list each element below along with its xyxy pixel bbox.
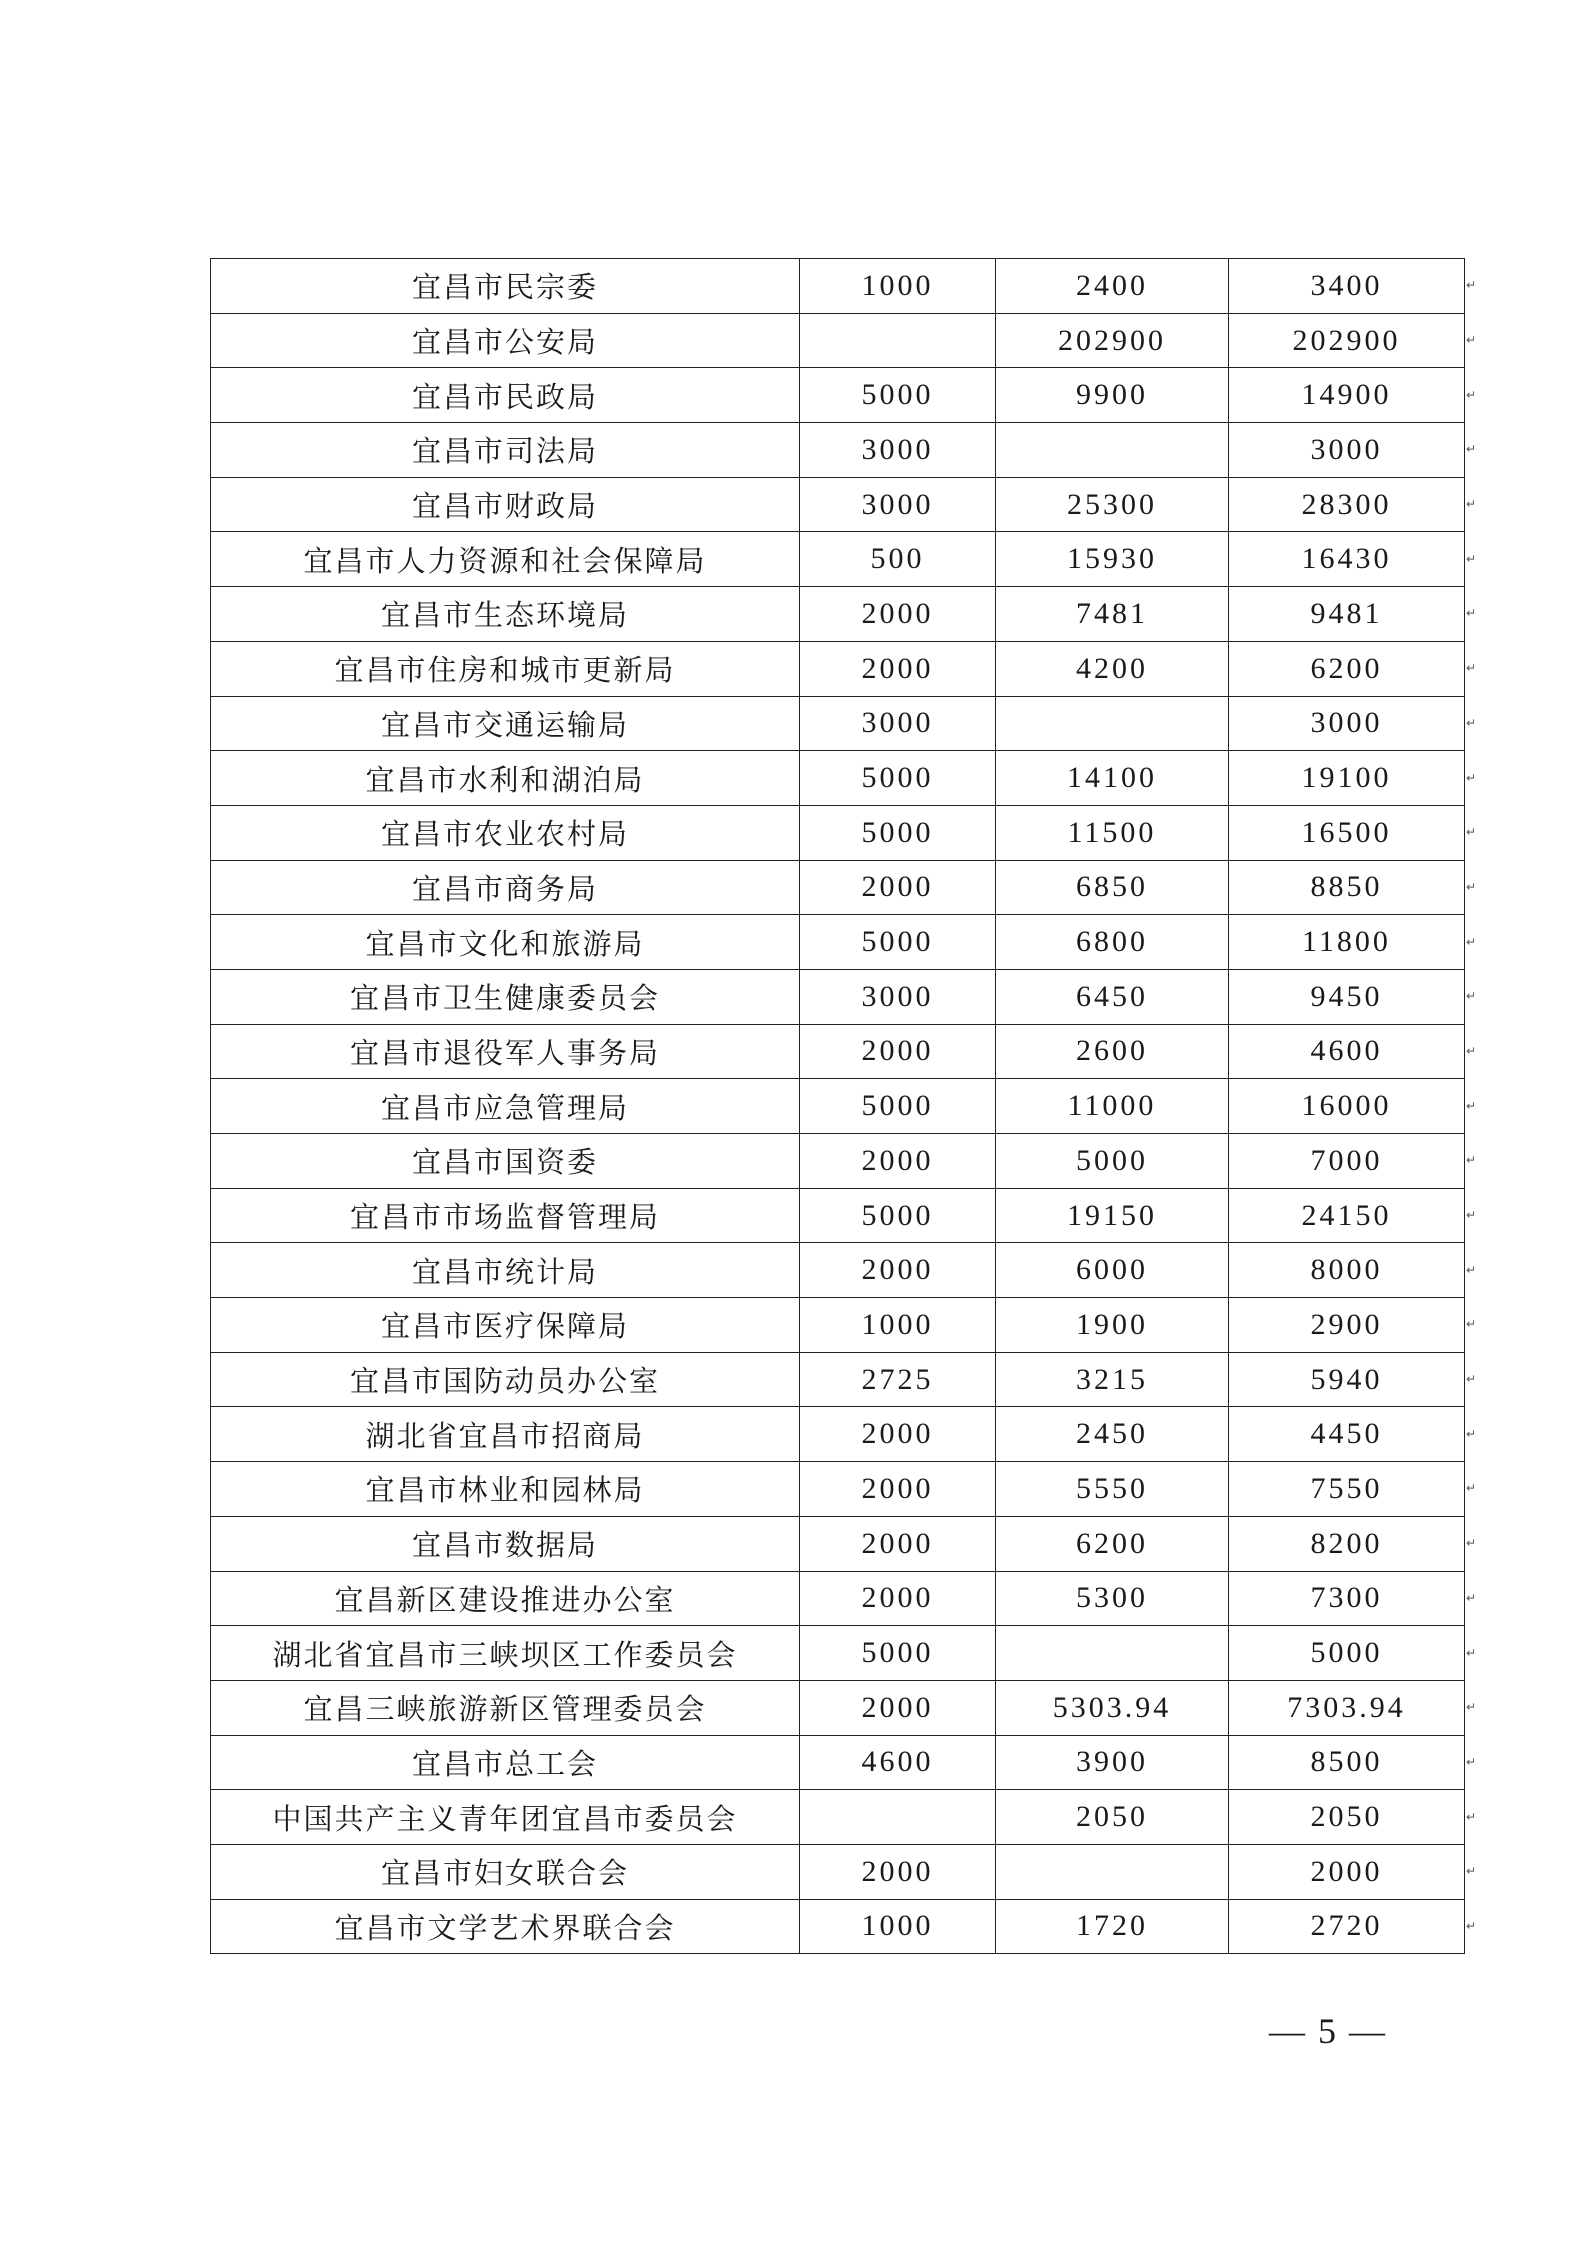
value-cell-total: 6200: [1229, 641, 1465, 696]
value-cell-total: 28300: [1229, 477, 1465, 532]
paragraph-mark-icon: ↵: [1466, 1043, 1477, 1058]
value-cell-col1: 2000: [800, 587, 996, 642]
value-cell-total: 3000: [1229, 423, 1465, 478]
value-cell-total: 4600: [1229, 1024, 1465, 1079]
value-cell-col1: 5000: [800, 368, 996, 423]
department-name-cell: 宜昌市交通运输局: [211, 696, 800, 751]
value-cell-col2: 6800: [996, 915, 1229, 970]
value-cell-col2: 6000: [996, 1243, 1229, 1298]
value-cell-col1: 4600: [800, 1735, 996, 1790]
department-name-cell: 中国共产主义青年团宜昌市委员会: [211, 1790, 800, 1845]
department-name-cell: 宜昌市生态环境局: [211, 587, 800, 642]
table-row: [211, 969, 1465, 1024]
value-cell-col1: 3000: [800, 969, 996, 1024]
value-cell-col2: 4200: [996, 641, 1229, 696]
paragraph-mark-icon: ↵: [1466, 497, 1477, 512]
value-cell-col2: 6850: [996, 860, 1229, 915]
table-row: [211, 313, 1465, 368]
table-row: [211, 860, 1465, 915]
value-cell-col2: 5000: [996, 1134, 1229, 1189]
table-row: [211, 696, 1465, 751]
value-cell-col2: 5550: [996, 1462, 1229, 1517]
value-cell-col2: 2050: [996, 1790, 1229, 1845]
value-cell-col1: 1000: [800, 1298, 996, 1353]
value-cell-col1: 3000: [800, 423, 996, 478]
department-name-cell: 宜昌市医疗保障局: [211, 1298, 800, 1353]
department-name-cell: 宜昌市退役军人事务局: [211, 1024, 800, 1079]
paragraph-mark-icon: ↵: [1466, 989, 1477, 1004]
value-cell-col1: 2000: [800, 641, 996, 696]
table-row: [211, 915, 1465, 970]
value-cell-col1: 5000: [800, 751, 996, 806]
table-row: [211, 1243, 1465, 1298]
value-cell-col1: 5000: [800, 915, 996, 970]
department-name-cell: 宜昌市公安局: [211, 313, 800, 368]
paragraph-mark-icon: ↵: [1466, 1645, 1477, 1660]
value-cell-col2: 19150: [996, 1188, 1229, 1243]
value-cell-total: 9450: [1229, 969, 1465, 1024]
paragraph-mark-icon: ↵: [1466, 551, 1477, 566]
value-cell-total: 2000: [1229, 1844, 1465, 1899]
table-row: [211, 1790, 1465, 1845]
paragraph-mark-icon: ↵: [1466, 1754, 1477, 1769]
paragraph-mark-icon: ↵: [1466, 1098, 1477, 1113]
department-name-cell: 宜昌市人力资源和社会保障局: [211, 532, 800, 587]
department-name-cell: 宜昌市民宗委: [211, 259, 800, 314]
paragraph-mark-icon: ↵: [1466, 1864, 1477, 1879]
value-cell-col2: 2400: [996, 259, 1229, 314]
value-cell-col2: [996, 1626, 1229, 1681]
paragraph-mark-icon: ↵: [1466, 770, 1477, 785]
value-cell-col1: 3000: [800, 696, 996, 751]
paragraph-mark-icon: ↵: [1466, 1700, 1477, 1715]
value-cell-col2: 202900: [996, 313, 1229, 368]
paragraph-mark-icon: ↵: [1466, 1153, 1477, 1168]
paragraph-mark-icon: ↵: [1466, 1426, 1477, 1441]
value-cell-total: 2900: [1229, 1298, 1465, 1353]
table-row: [211, 641, 1465, 696]
value-cell-col2: 5300: [996, 1571, 1229, 1626]
value-cell-col2: [996, 696, 1229, 751]
department-name-cell: 宜昌市文学艺术界联合会: [211, 1899, 800, 1954]
value-cell-col1: 5000: [800, 1626, 996, 1681]
table-row: [211, 1407, 1465, 1462]
table-row: [211, 587, 1465, 642]
department-name-cell: 湖北省宜昌市招商局: [211, 1407, 800, 1462]
value-cell-total: 11800: [1229, 915, 1465, 970]
value-cell-total: 8850: [1229, 860, 1465, 915]
value-cell-total: 2720: [1229, 1899, 1465, 1954]
department-name-cell: 宜昌市住房和城市更新局: [211, 641, 800, 696]
value-cell-total: 9481: [1229, 587, 1465, 642]
department-name-cell: 宜昌市农业农村局: [211, 805, 800, 860]
value-cell-col1: 2000: [800, 1844, 996, 1899]
department-name-cell: 湖北省宜昌市三峡坝区工作委员会: [211, 1626, 800, 1681]
value-cell-col2: 14100: [996, 751, 1229, 806]
paragraph-marks: [1466, 258, 1480, 1953]
value-cell-total: 24150: [1229, 1188, 1465, 1243]
value-cell-total: 19100: [1229, 751, 1465, 806]
value-cell-col1: 1000: [800, 1899, 996, 1954]
department-name-cell: 宜昌三峡旅游新区管理委员会: [211, 1680, 800, 1735]
value-cell-total: 16430: [1229, 532, 1465, 587]
table-row: [211, 1899, 1465, 1954]
value-cell-col2: [996, 423, 1229, 478]
paragraph-mark-icon: ↵: [1466, 1590, 1477, 1605]
department-name-cell: 宜昌市文化和旅游局: [211, 915, 800, 970]
value-cell-col2: 1720: [996, 1899, 1229, 1954]
department-name-cell: 宜昌市林业和园林局: [211, 1462, 800, 1517]
table-row: [211, 368, 1465, 423]
table-row: [211, 1298, 1465, 1353]
table-row: [211, 1735, 1465, 1790]
value-cell-col2: 15930: [996, 532, 1229, 587]
value-cell-total: 7000: [1229, 1134, 1465, 1189]
department-name-cell: 宜昌市妇女联合会: [211, 1844, 800, 1899]
table-row: [211, 423, 1465, 478]
table-row: [211, 1188, 1465, 1243]
value-cell-col1: [800, 1790, 996, 1845]
department-name-cell: 宜昌市卫生健康委员会: [211, 969, 800, 1024]
value-cell-total: 202900: [1229, 313, 1465, 368]
value-cell-col1: 2725: [800, 1352, 996, 1407]
value-cell-total: 7300: [1229, 1571, 1465, 1626]
page-number: — 5 —: [1269, 2011, 1387, 2051]
value-cell-col1: 2000: [800, 1680, 996, 1735]
value-cell-total: 5000: [1229, 1626, 1465, 1681]
paragraph-mark-icon: ↵: [1466, 606, 1477, 621]
department-name-cell: 宜昌市市场监督管理局: [211, 1188, 800, 1243]
value-cell-col1: 2000: [800, 1462, 996, 1517]
table-row: [211, 1134, 1465, 1189]
value-cell-total: 14900: [1229, 368, 1465, 423]
table-row: [211, 259, 1465, 314]
department-name-cell: 宜昌市国防动员办公室: [211, 1352, 800, 1407]
paragraph-mark-icon: ↵: [1466, 387, 1477, 402]
department-name-cell: 宜昌市数据局: [211, 1516, 800, 1571]
table-row: [211, 1626, 1465, 1681]
value-cell-col1: 1000: [800, 259, 996, 314]
value-cell-col1: 2000: [800, 1134, 996, 1189]
table-row: [211, 1079, 1465, 1134]
value-cell-col1: 2000: [800, 860, 996, 915]
department-name-cell: 宜昌市商务局: [211, 860, 800, 915]
value-cell-col1: 5000: [800, 805, 996, 860]
table-row: [211, 1462, 1465, 1517]
table-row: [211, 532, 1465, 587]
value-cell-total: 16500: [1229, 805, 1465, 860]
paragraph-mark-icon: ↵: [1466, 1372, 1477, 1387]
paragraph-mark-icon: ↵: [1466, 1481, 1477, 1496]
value-cell-col2: 3900: [996, 1735, 1229, 1790]
department-name-cell: 宜昌市统计局: [211, 1243, 800, 1298]
value-cell-col2: 9900: [996, 368, 1229, 423]
paragraph-mark-icon: ↵: [1466, 1317, 1477, 1332]
value-cell-col1: 2000: [800, 1407, 996, 1462]
paragraph-mark-icon: ↵: [1466, 333, 1477, 348]
value-cell-col2: 6450: [996, 969, 1229, 1024]
value-cell-col1: 2000: [800, 1024, 996, 1079]
value-cell-total: 7303.94: [1229, 1680, 1465, 1735]
value-cell-col2: 6200: [996, 1516, 1229, 1571]
value-cell-total: 3000: [1229, 696, 1465, 751]
value-cell-total: 2050: [1229, 1790, 1465, 1845]
paragraph-mark-icon: ↵: [1466, 1536, 1477, 1551]
department-name-cell: 宜昌新区建设推进办公室: [211, 1571, 800, 1626]
value-cell-col1: 2000: [800, 1516, 996, 1571]
paragraph-mark-icon: ↵: [1466, 442, 1477, 457]
value-cell-total: 5940: [1229, 1352, 1465, 1407]
value-cell-col2: 11000: [996, 1079, 1229, 1134]
value-cell-col1: 5000: [800, 1188, 996, 1243]
value-cell-col1: 2000: [800, 1243, 996, 1298]
value-cell-total: 8000: [1229, 1243, 1465, 1298]
department-name-cell: 宜昌市总工会: [211, 1735, 800, 1790]
table-row: [211, 1571, 1465, 1626]
table-row: [211, 1024, 1465, 1079]
table-row: [211, 751, 1465, 806]
value-cell-col1: 500: [800, 532, 996, 587]
department-name-cell: 宜昌市司法局: [211, 423, 800, 478]
paragraph-mark-icon: ↵: [1466, 661, 1477, 676]
paragraph-mark-icon: ↵: [1466, 715, 1477, 730]
table-row: [211, 1844, 1465, 1899]
paragraph-mark-icon: ↵: [1466, 1262, 1477, 1277]
value-cell-col1: [800, 313, 996, 368]
value-cell-total: 4450: [1229, 1407, 1465, 1462]
budget-table-body: [211, 259, 1465, 1954]
budget-table: [210, 258, 1465, 1954]
paragraph-mark-icon: ↵: [1466, 1208, 1477, 1223]
value-cell-total: 8200: [1229, 1516, 1465, 1571]
value-cell-col2: 5303.94: [996, 1680, 1229, 1735]
department-name-cell: 宜昌市应急管理局: [211, 1079, 800, 1134]
department-name-cell: 宜昌市国资委: [211, 1134, 800, 1189]
paragraph-mark-icon: ↵: [1466, 825, 1477, 840]
paragraph-mark-icon: ↵: [1466, 278, 1477, 293]
table-row: [211, 1352, 1465, 1407]
value-cell-col2: [996, 1844, 1229, 1899]
value-cell-col1: 2000: [800, 1571, 996, 1626]
department-name-cell: 宜昌市水利和湖泊局: [211, 751, 800, 806]
department-name-cell: 宜昌市财政局: [211, 477, 800, 532]
paragraph-mark-icon: ↵: [1466, 879, 1477, 894]
value-cell-total: 7550: [1229, 1462, 1465, 1517]
value-cell-col1: 5000: [800, 1079, 996, 1134]
value-cell-col2: 7481: [996, 587, 1229, 642]
value-cell-col2: 25300: [996, 477, 1229, 532]
value-cell-col2: 11500: [996, 805, 1229, 860]
value-cell-col1: 3000: [800, 477, 996, 532]
value-cell-col2: 2450: [996, 1407, 1229, 1462]
department-name-cell: 宜昌市民政局: [211, 368, 800, 423]
table-row: [211, 477, 1465, 532]
value-cell-total: 8500: [1229, 1735, 1465, 1790]
paragraph-mark-icon: ↵: [1466, 934, 1477, 949]
table-row: [211, 1680, 1465, 1735]
paragraph-mark-icon: ↵: [1466, 1918, 1477, 1933]
table-row: [211, 1516, 1465, 1571]
value-cell-col2: 3215: [996, 1352, 1229, 1407]
value-cell-col2: 1900: [996, 1298, 1229, 1353]
table-row: [211, 805, 1465, 860]
value-cell-col2: 2600: [996, 1024, 1229, 1079]
paragraph-mark-icon: ↵: [1466, 1809, 1477, 1824]
value-cell-total: 16000: [1229, 1079, 1465, 1134]
value-cell-total: 3400: [1229, 259, 1465, 314]
